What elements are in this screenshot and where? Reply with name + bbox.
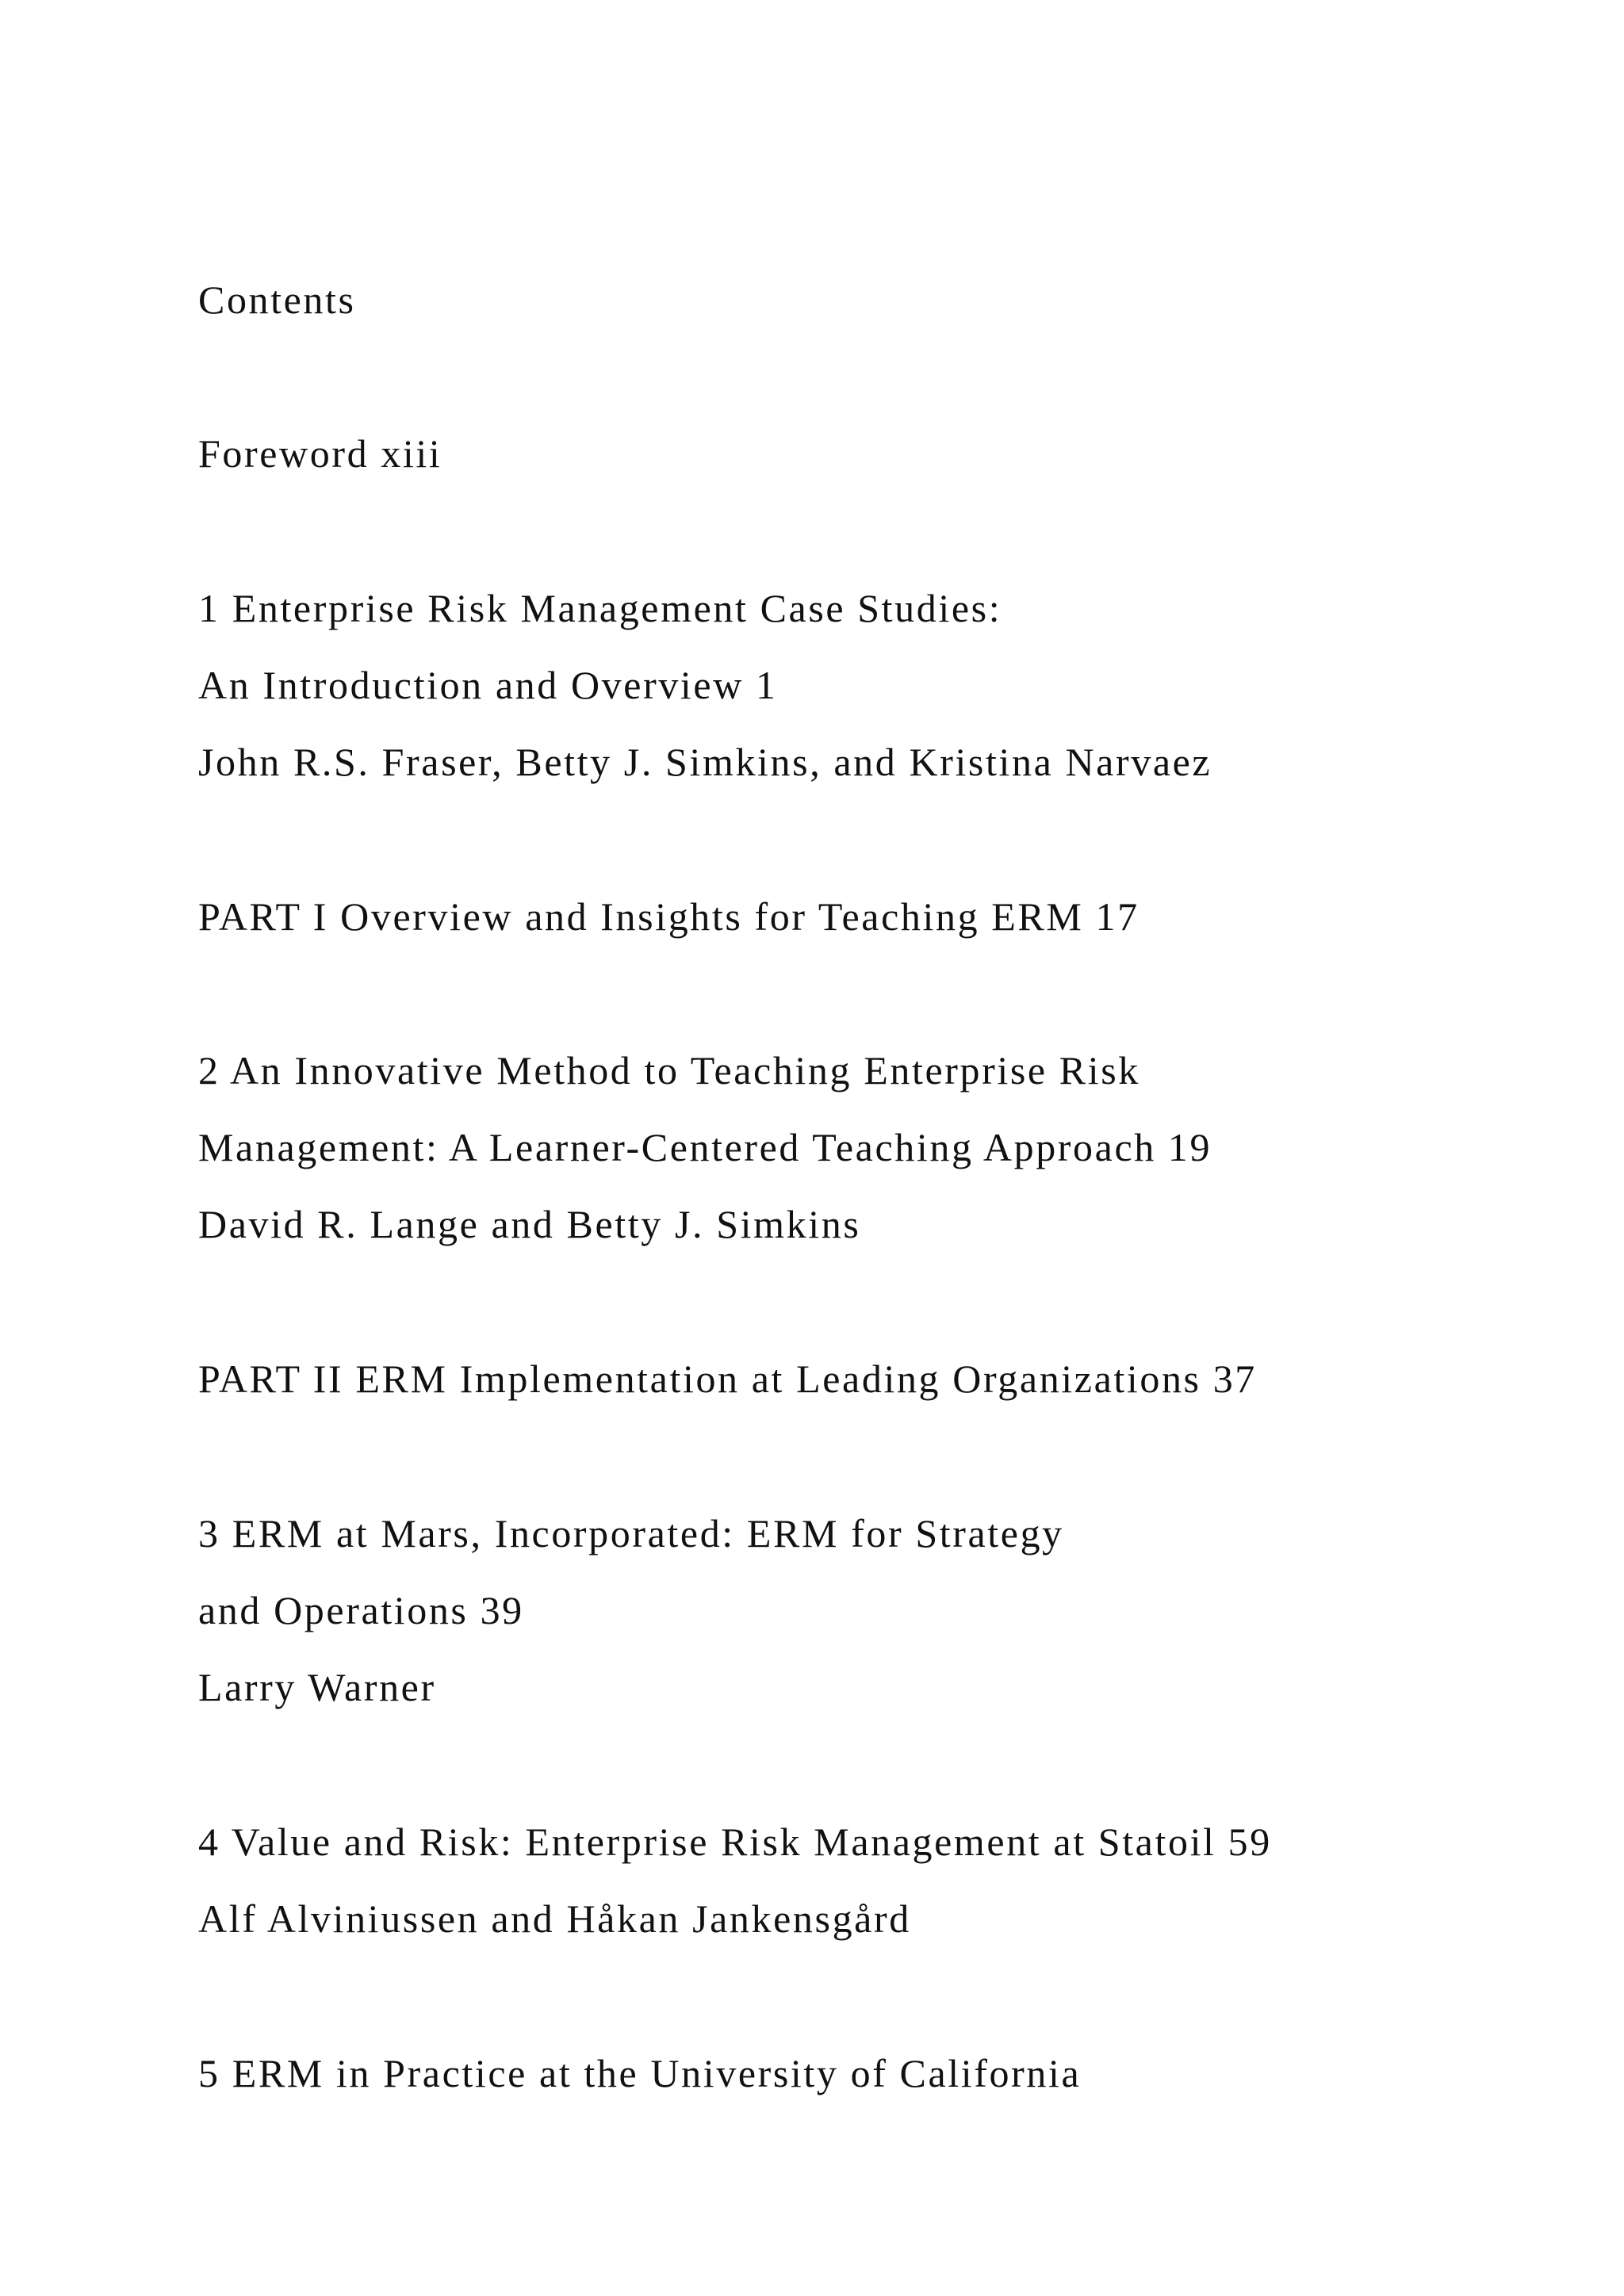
toc-entry-1-authors: John R.S. Fraser, Betty J. Simkins, and Kristina Narvaez: [198, 740, 1212, 784]
toc-entry-2-title-line-2: Management: A Learner-Centered Teaching Approach 19: [198, 1125, 1212, 1169]
toc-entry-4-title-line-1: 4 Value and Risk: Enterprise Risk Management at Statoil 59: [198, 1820, 1272, 1864]
toc-entry-2-title-line-1: 2 An Innovative Method to Teaching Enterprise Risk: [198, 1048, 1140, 1093]
toc-entry-foreword: Foreword xiii: [198, 431, 442, 476]
toc-part-1: PART I Overview and Insights for Teaching ERM 17: [198, 894, 1139, 939]
toc-entry-2-authors: David R. Lange and Betty J. Simkins: [198, 1202, 861, 1246]
toc-entry-3-title-line-2: and Operations 39: [198, 1588, 524, 1632]
toc-part-2: PART II ERM Implementation at Leading Organizations 37: [198, 1357, 1257, 1401]
toc-entry-3-title-line-1: 3 ERM at Mars, Incorporated: ERM for Strategy: [198, 1511, 1064, 1556]
toc-entry-4-authors: Alf Alviniussen and Håkan Jankensgård: [198, 1896, 911, 1941]
toc-entry-3-authors: Larry Warner: [198, 1665, 436, 1709]
toc-entry-5-title-line-1: 5 ERM in Practice at the University of California: [198, 2051, 1082, 2095]
toc-entry-1-title-line-1: 1 Enterprise Risk Management Case Studies:: [198, 586, 1002, 630]
toc-entry-1-title-line-2: An Introduction and Overview 1: [198, 663, 778, 707]
contents-heading: Contents: [198, 277, 356, 322]
